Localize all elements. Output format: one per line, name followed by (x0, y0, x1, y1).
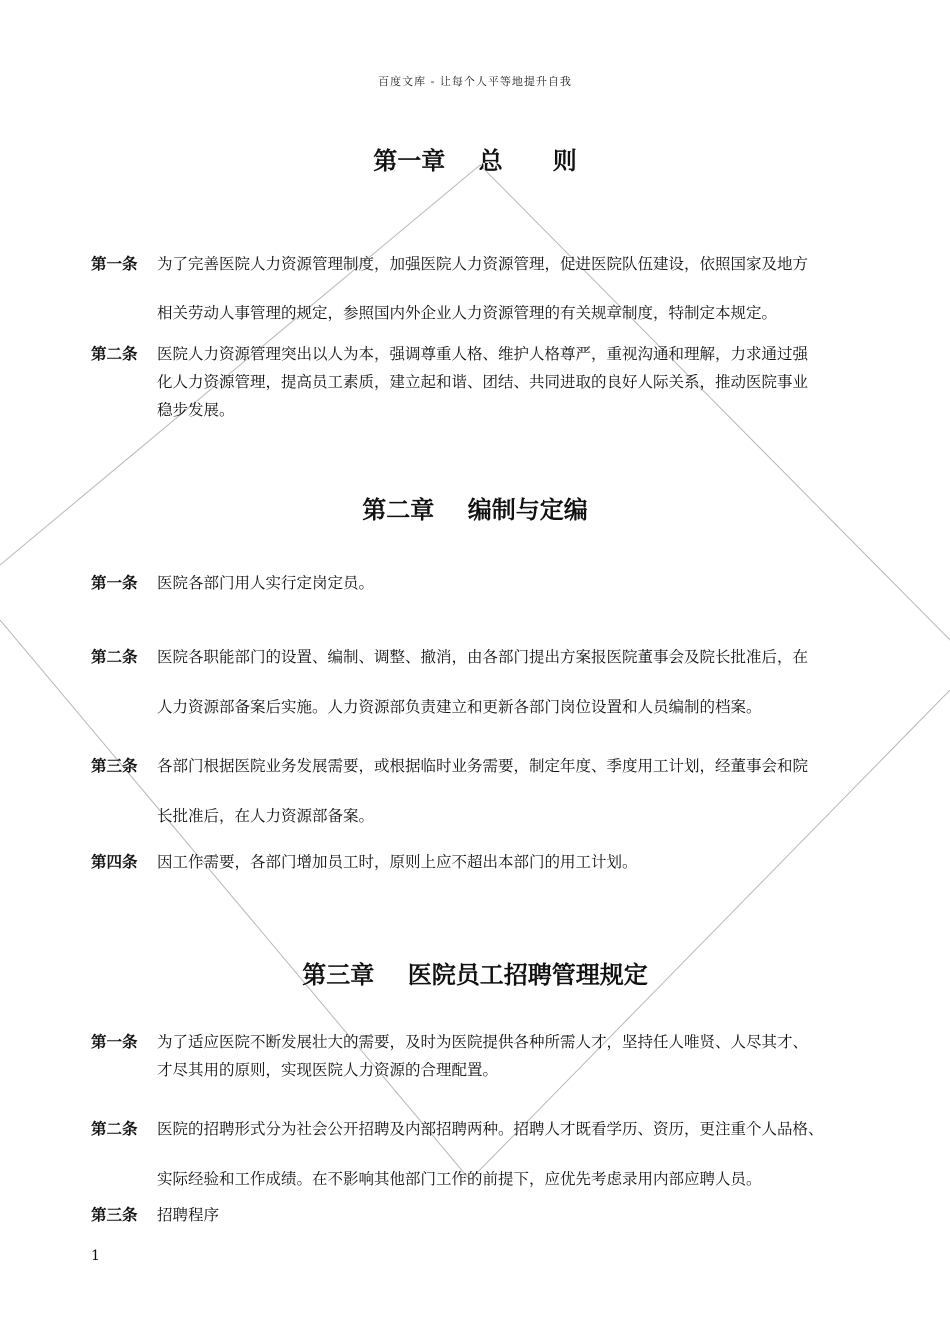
article-line: 医院各职能部门的设置、编制、调整、撤消，由各部门提出方案报医院董事会及院长批准后，在 (157, 648, 809, 666)
article-line: 稳步发展。 (157, 401, 235, 419)
article-text (157, 240, 866, 338)
article (91, 632, 866, 732)
article-line: 因工作需要，各部门增加员工时，原则上应不超出本部门的用工计划。 (157, 853, 638, 871)
article-number: 第二条 (91, 1120, 138, 1138)
article-line: 长批准后，在人力资源部备案。 (157, 807, 375, 825)
article (91, 1204, 866, 1226)
article-text (157, 1028, 866, 1084)
chapter-title: 第三章 医院员工招聘管理规定 (302, 961, 648, 989)
article-text (157, 1204, 866, 1226)
article-line: 才尽其用的原则，实现医院人力资源的合理配置。 (157, 1061, 499, 1079)
article-line: 人力资源部备案后实施。人力资源部负责建立和更新各部门岗位设置和人员编制的档案。 (157, 698, 762, 716)
article-text (157, 572, 866, 594)
article-number: 第二条 (91, 345, 138, 363)
article-number: 第一条 (91, 255, 138, 273)
article-number: 第一条 (91, 1033, 138, 1051)
article (91, 340, 866, 424)
article (91, 1104, 866, 1204)
chapter-title: 第一章 总 则 (373, 147, 577, 175)
article-number: 第三条 (91, 1206, 138, 1224)
article-number: 第四条 (91, 853, 138, 871)
article-line: 为了完善医院人力资源管理制度，加强医院人力资源管理，促进医院队伍建设，依照国家及地方 (157, 255, 809, 273)
chapter-title: 第二章 编制与定编 (362, 496, 588, 524)
article-text (157, 632, 866, 732)
article-line: 招聘程序 (157, 1206, 220, 1224)
article-line: 各部门根据医院业务发展需要，或根据临时业务需要，制定年度、季度用工计划，经董事会和院 (157, 757, 809, 775)
article-number: 第二条 (91, 648, 138, 666)
article-line: 医院人力资源管理突出以人为本，强调尊重人格、维护人格尊严，重视沟通和理解，力求通过强 (157, 345, 809, 363)
article-text (157, 340, 866, 424)
article-text (157, 1104, 866, 1204)
article-line: 相关劳动人事管理的规定，参照国内外企业人力资源管理的有关规章制度，特制定本规定。 (157, 304, 778, 322)
page-number: 1 (91, 1248, 100, 1264)
article-line: 实际经验和工作成绩。在不影响其他部门工作的前提下，应优先考虑录用内部应聘人员。 (157, 1170, 762, 1188)
article-text (157, 741, 866, 841)
article-number: 第三条 (91, 757, 138, 775)
article-line: 为了适应医院不断发展壮大的需要，及时为医院提供各种所需人才，坚持任人唯贤、人尽其才、 (157, 1033, 809, 1051)
article (91, 1028, 866, 1084)
article (91, 240, 866, 338)
article (91, 741, 866, 841)
page-header: 百度文库 - 让每个人平等地提升自我 (378, 75, 572, 88)
article-line: 化人力资源管理，提高员工素质，建立起和谐、团结、共同进取的良好人际关系，推动医院事业 (157, 373, 809, 391)
article-line: 医院各部门用人实行定岗定员。 (157, 574, 375, 592)
article (91, 572, 866, 594)
article-number: 第一条 (91, 574, 138, 592)
article (91, 851, 866, 873)
article-line: 医院的招聘形式分为社会公开招聘及内部招聘两种。招聘人才既看学历、资历，更注重个人品格、 (157, 1120, 824, 1138)
article-text (157, 851, 866, 873)
